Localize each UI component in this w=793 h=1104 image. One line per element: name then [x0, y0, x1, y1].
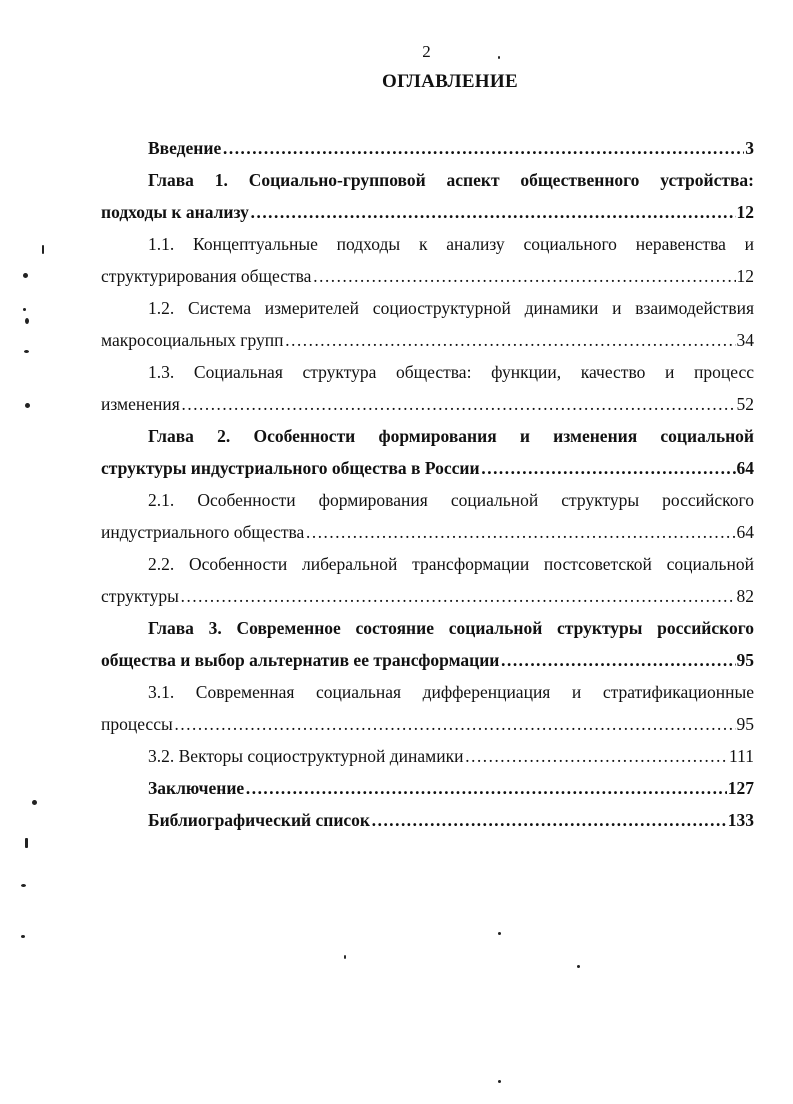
dot-leader	[481, 452, 736, 484]
toc-page: 64	[736, 522, 754, 542]
toc-entry-section-1-1[interactable]	[101, 228, 754, 292]
toc-page: 12	[736, 202, 754, 222]
toc-label-line2: изменения	[101, 394, 180, 414]
scan-speck	[344, 955, 346, 959]
page-title: ОГЛАВЛЕНИЕ	[382, 71, 518, 92]
toc-label-line2: общества и выбор альтернатив ее трансформации	[101, 650, 500, 670]
toc-page: 82	[736, 586, 754, 606]
toc-label: Библиографический список	[148, 810, 371, 830]
toc-label-line2: структурирования общества	[101, 266, 312, 286]
toc-label-line2: индустриального общества	[101, 522, 305, 542]
scan-speck	[23, 273, 28, 278]
scan-speck	[42, 245, 44, 254]
toc-entry-chapter-3[interactable]	[101, 612, 754, 676]
toc-page: 95	[736, 650, 754, 670]
toc-label-line1: 1.3. Социальная структура общества: функции, качество и процесс	[148, 362, 754, 382]
toc-label-line1: 1.1. Концептуальные подходы к анализу социального неравенства и	[148, 234, 754, 254]
dot-leader	[174, 708, 736, 740]
scan-speck	[21, 935, 25, 938]
toc-label-line1: Глава 1. Социально-групповой аспект общественного устройства:	[148, 170, 754, 190]
scan-speck	[24, 350, 29, 353]
scan-speck	[25, 318, 29, 324]
scan-speck	[21, 884, 26, 887]
table-of-contents	[101, 132, 754, 836]
dot-leader	[222, 132, 744, 164]
scan-speck	[498, 1080, 501, 1083]
toc-entry-chapter-1[interactable]	[101, 164, 754, 228]
toc-label-line2: подходы к анализу	[101, 202, 249, 222]
toc-entry-conclusion[interactable]	[101, 772, 754, 804]
scan-speck	[25, 838, 28, 848]
toc-entry-section-1-2[interactable]	[101, 292, 754, 356]
dot-leader	[371, 804, 727, 836]
toc-page: 12	[736, 266, 754, 286]
toc-entry-bibliography[interactable]	[101, 804, 754, 836]
toc-entry-section-1-3[interactable]	[101, 356, 754, 420]
dot-leader	[284, 324, 735, 356]
dot-leader	[312, 260, 735, 292]
toc-page: 52	[736, 394, 754, 414]
toc-page: 95	[736, 714, 754, 734]
scan-speck	[498, 56, 500, 59]
toc-label-line1: 1.2. Система измерителей социоструктурной динамики и взаимодействия	[148, 298, 754, 318]
toc-entry-section-3-2[interactable]	[101, 740, 754, 772]
toc-entry-section-2-2[interactable]	[101, 548, 754, 612]
scan-speck	[25, 403, 30, 408]
dot-leader	[500, 644, 735, 676]
toc-label-line2: процессы	[101, 714, 173, 734]
toc-label-line1: Глава 3. Современное состояние социальной структуры российского	[148, 618, 754, 638]
toc-page: 111	[729, 746, 754, 766]
toc-label-line1: Глава 2. Особенности формирования и изменения социальной	[148, 426, 754, 446]
toc-label-line1: 2.2. Особенности либеральной трансформации постсоветской социальной	[148, 554, 754, 574]
scan-speck	[498, 932, 501, 935]
toc-page: 3	[745, 138, 754, 158]
toc-entry-section-3-1[interactable]	[101, 676, 754, 740]
toc-label-line1: 2.1. Особенности формирования социальной структуры российского	[148, 490, 754, 510]
dot-leader	[250, 196, 736, 228]
toc-page: 34	[736, 330, 754, 350]
toc-label: Введение	[148, 138, 222, 158]
dot-leader	[464, 740, 728, 772]
scan-speck	[23, 308, 26, 311]
toc-page: 64	[736, 458, 754, 478]
toc-label: 3.2. Векторы социоструктурной динамики	[148, 746, 464, 766]
toc-entry-chapter-2[interactable]	[101, 420, 754, 484]
scan-speck	[32, 800, 37, 805]
toc-label-line2: структуры индустриального общества в России	[101, 458, 480, 478]
dot-leader	[245, 772, 727, 804]
toc-label-line2: структуры	[101, 586, 179, 606]
dot-leader	[305, 516, 735, 548]
toc-entry-intro[interactable]	[101, 132, 754, 164]
toc-label: Заключение	[148, 778, 245, 798]
scan-speck	[577, 965, 580, 968]
toc-label-line1: 3.1. Современная социальная дифференциация и стратификационные	[148, 682, 754, 702]
dot-leader	[181, 388, 736, 420]
page-number: 2	[422, 42, 431, 61]
toc-page: 127	[727, 778, 754, 798]
toc-label-line2: макросоциальных групп	[101, 330, 284, 350]
toc-entry-section-2-1[interactable]	[101, 484, 754, 548]
toc-page: 133	[727, 810, 754, 830]
dot-leader	[180, 580, 736, 612]
